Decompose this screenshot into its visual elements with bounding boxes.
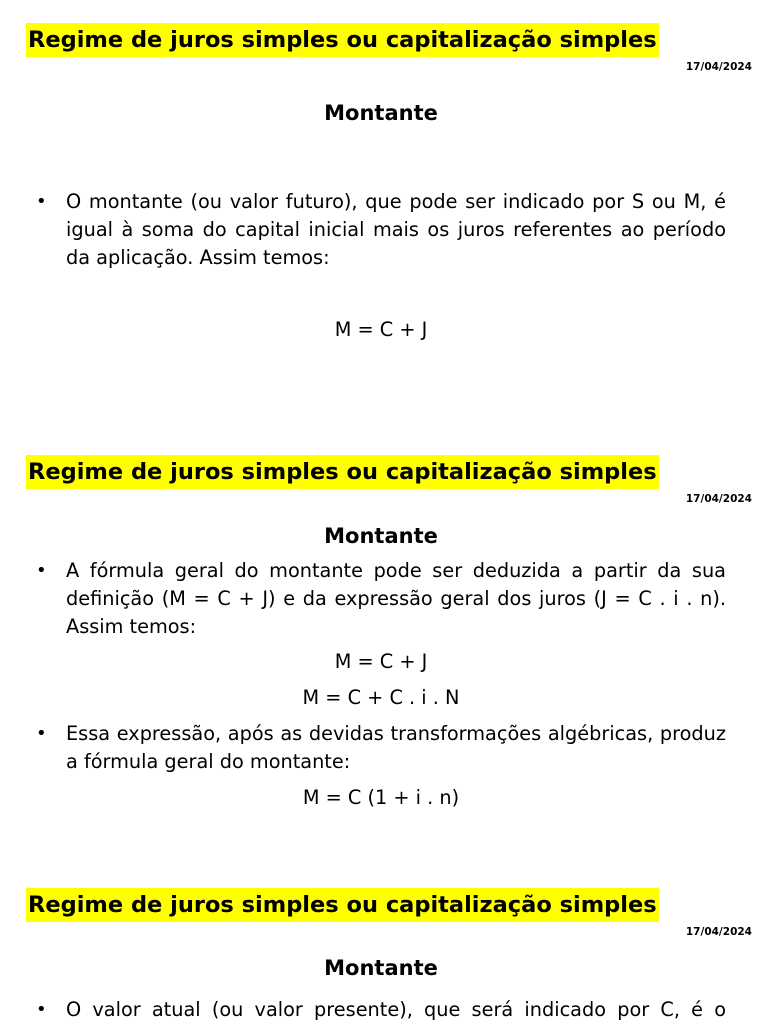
- bullet-dot-icon: •: [36, 723, 47, 744]
- bullet-text: A fórmula geral do montante pode ser deduzida a partir da sua definição (M = C + J) e da expressão geral dos juros (J = C . i . n). Assim temos:: [66, 559, 726, 638]
- formula: M = C + J: [334, 650, 428, 673]
- slide-title: Regime de juros simples ou capitalização simples: [26, 888, 659, 922]
- slide-subtitle: Montante: [324, 956, 438, 980]
- slide-title: Regime de juros simples ou capitalização simples: [26, 23, 659, 57]
- bullet-item: [36, 557, 726, 641]
- formula: M = C + C . i . N: [302, 686, 460, 709]
- bullet-text: Essa expressão, após as devidas transformações algébricas, produz a fórmula geral do montante:: [66, 722, 726, 773]
- bullet-text: O valor atual (ou valor presente), que será indicado por C, é o: [66, 998, 726, 1021]
- slide-subtitle: Montante: [324, 101, 438, 125]
- slide-subtitle: Montante: [324, 524, 438, 548]
- slide-title: Regime de juros simples ou capitalização simples: [26, 455, 659, 489]
- bullet-item: [36, 188, 726, 272]
- slide-date: 17/04/2024: [685, 493, 752, 505]
- bullet-item: [36, 996, 726, 1024]
- bullet-dot-icon: •: [36, 191, 47, 212]
- bullet-dot-icon: •: [36, 999, 47, 1020]
- slide-date: 17/04/2024: [685, 926, 752, 938]
- bullet-dot-icon: •: [36, 560, 47, 581]
- formula: M = C + J: [334, 318, 428, 341]
- formula: M = C (1 + i . n): [302, 786, 460, 809]
- bullet-item: [36, 720, 726, 776]
- bullet-text: O montante (ou valor futuro), que pode ser indicado por S ou M, é igual à soma do capital inicial mais os juros referentes ao período da aplicação. Assim temos:: [66, 190, 726, 269]
- slide-date: 17/04/2024: [685, 61, 752, 73]
